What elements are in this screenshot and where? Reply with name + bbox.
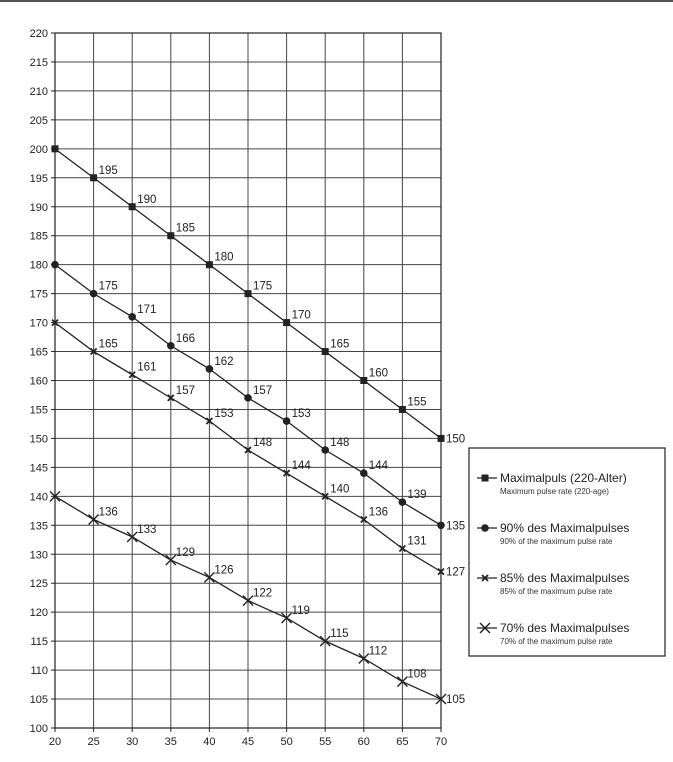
data-label: 157 xyxy=(253,384,273,397)
y-tick-label: 125 xyxy=(29,578,48,591)
data-label: 153 xyxy=(291,408,311,421)
data-point xyxy=(167,232,174,239)
data-point xyxy=(360,377,367,384)
data-point xyxy=(52,145,59,152)
data-label: 119 xyxy=(291,604,310,617)
y-tick-label: 140 xyxy=(29,491,48,504)
data-label: 175 xyxy=(98,280,118,293)
data-point xyxy=(283,319,290,326)
x-tick-label: 60 xyxy=(357,736,370,748)
data-label: 144 xyxy=(368,460,388,473)
data-label: 112 xyxy=(368,645,388,658)
data-point xyxy=(322,348,329,355)
data-point xyxy=(437,521,445,529)
legend-subtitle: Maximum pulse rate (220-age) xyxy=(500,487,609,496)
series-1 xyxy=(52,145,466,445)
legend-item-3 xyxy=(477,571,629,596)
legend-subtitle: 85% of the maximum pulse rate xyxy=(500,587,613,596)
legend-marker xyxy=(481,524,489,532)
y-tick-label: 160 xyxy=(29,375,48,388)
data-label: 129 xyxy=(175,547,195,560)
y-tick-label: 115 xyxy=(30,636,48,649)
y-tick-label: 200 xyxy=(29,143,48,156)
data-label: 157 xyxy=(175,384,195,397)
data-label: 175 xyxy=(253,280,273,293)
data-label: 148 xyxy=(330,437,350,449)
legend-title: 70% des Maximalpulses xyxy=(500,621,630,635)
y-tick-label: 105 xyxy=(29,694,48,707)
data-label: 171 xyxy=(137,303,157,316)
data-label: 148 xyxy=(253,437,273,449)
x-tick-label: 70 xyxy=(434,736,448,748)
y-tick-label: 150 xyxy=(29,433,48,446)
y-tick-label: 180 xyxy=(29,259,48,272)
y-tick-label: 110 xyxy=(30,665,48,678)
data-point xyxy=(90,290,98,298)
y-tick-label: 130 xyxy=(29,549,48,562)
series-3 xyxy=(52,320,465,579)
x-tick-label: 50 xyxy=(280,736,293,748)
y-tick-label: 120 xyxy=(29,607,48,620)
data-label: 140 xyxy=(330,483,350,496)
data-point xyxy=(245,290,252,297)
x-tick-label: 55 xyxy=(319,736,332,748)
data-point xyxy=(206,365,214,373)
grid xyxy=(55,33,441,728)
y-tick-label: 175 xyxy=(29,288,48,301)
data-label: 133 xyxy=(137,523,157,536)
data-label: 136 xyxy=(98,506,118,519)
data-label: 165 xyxy=(330,338,350,351)
data-point xyxy=(128,313,136,321)
data-point xyxy=(206,261,213,268)
x-tick-label: 65 xyxy=(396,736,409,748)
x-tick-label: 25 xyxy=(87,736,100,748)
data-label: 144 xyxy=(291,460,311,473)
data-label: 162 xyxy=(214,355,234,368)
data-point xyxy=(283,417,291,425)
legend-title: 85% des Maximalpulses xyxy=(500,571,630,585)
x-tick-label: 30 xyxy=(126,736,139,748)
data-label: 155 xyxy=(407,396,427,409)
data-point xyxy=(399,406,406,413)
y-tick-label: 190 xyxy=(29,201,48,214)
legend-title: 90% des Maximalpulses xyxy=(500,521,630,535)
x-tick-label: 45 xyxy=(241,736,255,748)
data-label: 127 xyxy=(446,566,466,579)
y-tick-label: 195 xyxy=(29,172,48,185)
data-label: 180 xyxy=(214,251,234,264)
x-tick-label: 20 xyxy=(48,736,62,748)
data-label: 105 xyxy=(446,694,466,707)
data-label: 195 xyxy=(98,164,118,177)
legend-item-4 xyxy=(477,621,629,646)
data-label: 166 xyxy=(175,332,195,345)
legend-title: Maximalpuls (220-Alter) xyxy=(500,471,627,485)
data-label: 150 xyxy=(446,433,466,446)
data-point xyxy=(321,446,329,454)
data-label: 108 xyxy=(407,668,427,681)
y-tick-label: 100 xyxy=(29,723,48,735)
data-point xyxy=(438,435,445,442)
y-tick-label: 145 xyxy=(29,462,48,475)
data-label: 131 xyxy=(407,535,427,548)
data-point xyxy=(360,469,368,477)
data-label: 170 xyxy=(291,309,311,322)
data-label: 190 xyxy=(137,193,157,206)
data-point xyxy=(90,174,97,181)
data-label: 139 xyxy=(407,489,427,502)
legend-item-1 xyxy=(477,471,627,496)
y-tick-label: 185 xyxy=(29,230,48,243)
data-label: 153 xyxy=(214,408,234,421)
y-tick-label: 165 xyxy=(29,346,48,359)
data-label: 115 xyxy=(330,628,349,641)
data-label: 136 xyxy=(368,506,388,519)
y-tick-label: 220 xyxy=(29,28,48,40)
x-tick-label: 40 xyxy=(203,736,216,748)
data-point xyxy=(399,498,407,506)
data-point xyxy=(167,342,175,350)
data-label: 185 xyxy=(175,222,195,235)
data-label: 122 xyxy=(253,587,273,600)
legend-item-2 xyxy=(477,521,629,546)
data-label: 160 xyxy=(368,367,388,380)
data-label: 161 xyxy=(137,361,157,374)
data-label: 135 xyxy=(446,520,466,533)
y-tick-label: 155 xyxy=(29,404,48,417)
legend-marker xyxy=(482,475,489,482)
x-tick-label: 35 xyxy=(164,736,177,748)
legend-subtitle: 70% of the maximum pulse rate xyxy=(500,637,613,646)
series-4 xyxy=(50,491,465,706)
data-label: 165 xyxy=(98,338,118,351)
y-tick-label: 170 xyxy=(29,317,48,330)
legend xyxy=(469,448,665,656)
data-point xyxy=(244,394,252,402)
data-point xyxy=(51,261,59,269)
y-tick-label: 210 xyxy=(29,85,48,98)
y-tick-label: 215 xyxy=(29,56,48,69)
y-tick-label: 135 xyxy=(29,520,48,533)
data-label: 126 xyxy=(214,564,234,577)
data-point xyxy=(129,203,136,210)
y-tick-label: 205 xyxy=(29,114,48,127)
legend-subtitle: 90% of the maximum pulse rate xyxy=(500,537,613,546)
